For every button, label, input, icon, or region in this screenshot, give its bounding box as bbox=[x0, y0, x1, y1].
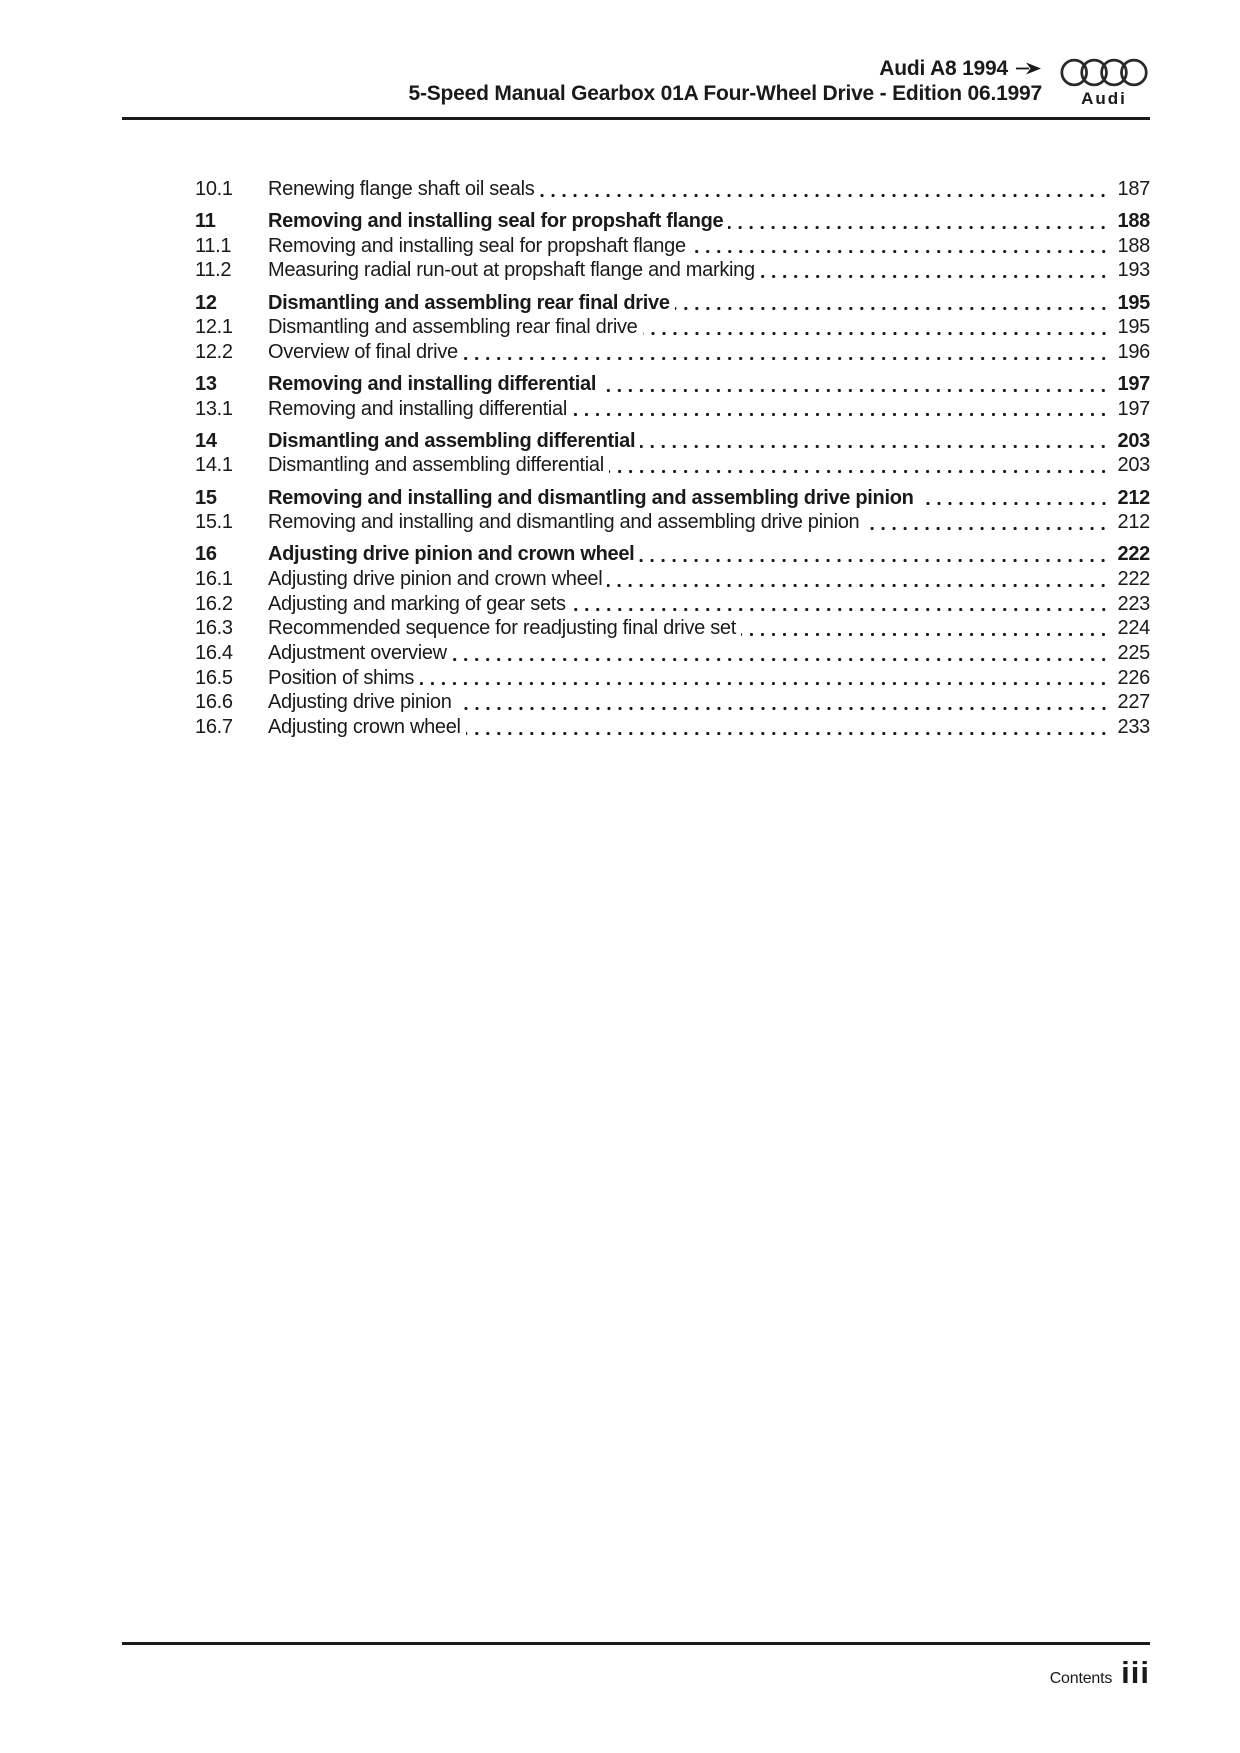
toc-entry-title: Renewing flange shaft oil seals bbox=[268, 178, 535, 200]
toc-entry-title: Removing and installing differential bbox=[268, 372, 597, 395]
brand-block bbox=[1058, 56, 1150, 108]
toc-entry-title: Adjusting drive pinion and crown wheel bbox=[268, 567, 603, 590]
toc-entry-number: 12.1 bbox=[195, 316, 233, 339]
header-model-line bbox=[879, 56, 1042, 81]
toc-row bbox=[195, 690, 1150, 715]
toc-row bbox=[195, 209, 1150, 234]
toc-entry-number: 16.4 bbox=[195, 642, 233, 665]
toc-entry-number: 16.7 bbox=[195, 716, 233, 739]
toc-dot-leader bbox=[601, 372, 1109, 397]
toc-dot-leader bbox=[607, 567, 1109, 592]
toc-dot-leader bbox=[675, 291, 1109, 316]
toc-row bbox=[195, 258, 1150, 283]
toc-entry-page: 195 bbox=[1117, 291, 1150, 314]
toc-row bbox=[195, 486, 1150, 511]
toc-entry-number: 11.2 bbox=[195, 259, 232, 282]
toc-row bbox=[195, 592, 1150, 617]
footer-divider bbox=[122, 1642, 1150, 1645]
right-arrow-icon bbox=[1016, 62, 1042, 75]
toc-dot-leader bbox=[864, 510, 1109, 535]
toc-entry-page: 222 bbox=[1117, 567, 1150, 590]
toc-dot-leader bbox=[760, 258, 1109, 283]
toc-row bbox=[195, 177, 1150, 202]
toc-entry-number: 11.1 bbox=[195, 234, 232, 257]
toc-entry-number: 13.1 bbox=[195, 397, 233, 420]
toc-dot-leader bbox=[466, 715, 1109, 740]
toc-dot-leader bbox=[457, 690, 1109, 715]
toc-entry-title: Removing and installing seal for propshaft flange bbox=[268, 234, 686, 257]
toc-entry-page: 227 bbox=[1117, 691, 1150, 714]
toc-entry-number: 14 bbox=[195, 429, 217, 452]
toc-dot-leader bbox=[639, 542, 1109, 567]
audi-rings-icon bbox=[1060, 56, 1148, 89]
toc-row bbox=[195, 453, 1150, 478]
toc-entry-number: 14.1 bbox=[195, 454, 233, 477]
toc-entry-page: 203 bbox=[1117, 429, 1150, 452]
toc-entry-title: Removing and installing and dismantling and assembling drive pinion bbox=[268, 511, 860, 534]
toc-entry-page: 212 bbox=[1117, 511, 1150, 534]
toc-entry-page: 193 bbox=[1117, 259, 1150, 282]
toc-entry-number: 10.1 bbox=[195, 178, 233, 200]
toc-dot-leader bbox=[539, 177, 1109, 202]
toc-entry-number: 16 bbox=[195, 543, 217, 566]
toc-entry-page: 197 bbox=[1117, 372, 1150, 395]
toc-dot-leader bbox=[572, 397, 1109, 422]
toc-entry-number: 12 bbox=[195, 291, 217, 314]
toc-entry-title: Dismantling and assembling rear final drive bbox=[268, 291, 670, 314]
toc-entry-title: Dismantling and assembling rear final drive bbox=[268, 316, 638, 339]
toc-entry-page: 212 bbox=[1117, 486, 1150, 509]
toc-entry-title: Recommended sequence for readjusting final drive set bbox=[268, 617, 737, 640]
header-titles bbox=[122, 56, 1058, 106]
toc-entry-title: Adjustment overview bbox=[268, 642, 447, 665]
toc-row bbox=[195, 510, 1150, 535]
toc-dot-leader bbox=[463, 340, 1109, 365]
toc-dot-leader bbox=[452, 641, 1109, 666]
page-footer bbox=[122, 1656, 1150, 1690]
toc-dot-leader bbox=[919, 486, 1109, 511]
toc-entry-page: 195 bbox=[1117, 316, 1150, 339]
toc-row bbox=[195, 542, 1150, 567]
audi-wordmark: Audi bbox=[1081, 89, 1127, 108]
toc-dot-leader bbox=[728, 209, 1109, 234]
toc-row bbox=[195, 234, 1150, 259]
toc-dot-leader bbox=[571, 592, 1109, 617]
header-divider bbox=[122, 117, 1150, 120]
toc-entry-page: 196 bbox=[1117, 340, 1150, 363]
toc-entry-number: 15 bbox=[195, 486, 217, 509]
toc-entry-title: Dismantling and assembling differential bbox=[268, 429, 636, 452]
toc-entry-title: Adjusting drive pinion and crown wheel bbox=[268, 543, 635, 566]
toc-row bbox=[195, 340, 1150, 365]
toc-dot-leader bbox=[643, 315, 1109, 340]
toc-row bbox=[195, 616, 1150, 641]
toc-entry-page: 222 bbox=[1117, 543, 1150, 566]
toc-entry-number: 16.1 bbox=[195, 567, 233, 590]
toc-entry-page: 233 bbox=[1117, 716, 1150, 739]
toc-entry-number: 16.3 bbox=[195, 617, 233, 640]
toc-entry-page: 197 bbox=[1117, 397, 1150, 420]
toc-entry-page: 188 bbox=[1117, 234, 1150, 257]
toc-dot-leader bbox=[691, 234, 1109, 259]
toc-entry-number: 13 bbox=[195, 372, 217, 395]
header-edition-line: 5-Speed Manual Gearbox 01A Four-Wheel Drive - Edition 06.1997 bbox=[408, 82, 1042, 105]
toc-row bbox=[195, 291, 1150, 316]
toc-row bbox=[195, 315, 1150, 340]
toc-dot-leader bbox=[419, 666, 1109, 691]
toc-dot-leader bbox=[741, 616, 1109, 641]
toc-entry-title: Adjusting and marking of gear sets bbox=[268, 592, 566, 615]
toc-row bbox=[195, 429, 1150, 454]
toc-entry-page: 187 bbox=[1117, 178, 1150, 200]
toc-row bbox=[195, 567, 1150, 592]
toc-row bbox=[195, 715, 1150, 740]
toc-entry-page: 223 bbox=[1117, 592, 1150, 615]
page-header bbox=[122, 56, 1150, 108]
toc-entry-title: Adjusting drive pinion bbox=[268, 691, 452, 714]
toc-row bbox=[195, 372, 1150, 397]
toc-list bbox=[195, 177, 1150, 740]
toc-row bbox=[195, 641, 1150, 666]
toc-entry-number: 12.2 bbox=[195, 340, 233, 363]
toc-entry-title: Removing and installing differential bbox=[268, 397, 568, 420]
toc-entry-title: Dismantling and assembling differential bbox=[268, 454, 604, 477]
toc-entry-page: 225 bbox=[1117, 642, 1150, 665]
toc-entry-page: 224 bbox=[1117, 617, 1150, 640]
toc-entry-number: 16.2 bbox=[195, 592, 233, 615]
toc-entry-title: Measuring radial run-out at propshaft flange and marking bbox=[268, 259, 755, 282]
footer-page-number: iii bbox=[1121, 1655, 1150, 1690]
toc-entry-number: 16.5 bbox=[195, 666, 233, 689]
toc-entry-title: Removing and installing and dismantling and assembling drive pinion bbox=[268, 486, 914, 509]
toc-entry-number: 15.1 bbox=[195, 511, 233, 534]
toc-entry-page: 226 bbox=[1117, 666, 1150, 689]
toc-dot-leader bbox=[609, 453, 1109, 478]
toc-entry-page: 203 bbox=[1117, 454, 1150, 477]
toc-entry-title: Removing and installing seal for propshaft flange bbox=[268, 210, 724, 233]
toc-entry-title: Overview of final drive bbox=[268, 340, 458, 363]
header-model-text: Audi A8 1994 bbox=[879, 57, 1008, 80]
toc-entry-page: 188 bbox=[1117, 210, 1150, 233]
footer-section-label: Contents bbox=[1049, 1670, 1113, 1687]
toc-entry-title: Position of shims bbox=[268, 666, 415, 689]
toc-entry-title: Adjusting crown wheel bbox=[268, 716, 461, 739]
toc-entry-number: 11 bbox=[195, 210, 216, 233]
toc-dot-leader bbox=[640, 429, 1109, 454]
toc-entry-number: 16.6 bbox=[195, 691, 233, 714]
toc-row bbox=[195, 397, 1150, 422]
toc-row bbox=[195, 666, 1150, 691]
